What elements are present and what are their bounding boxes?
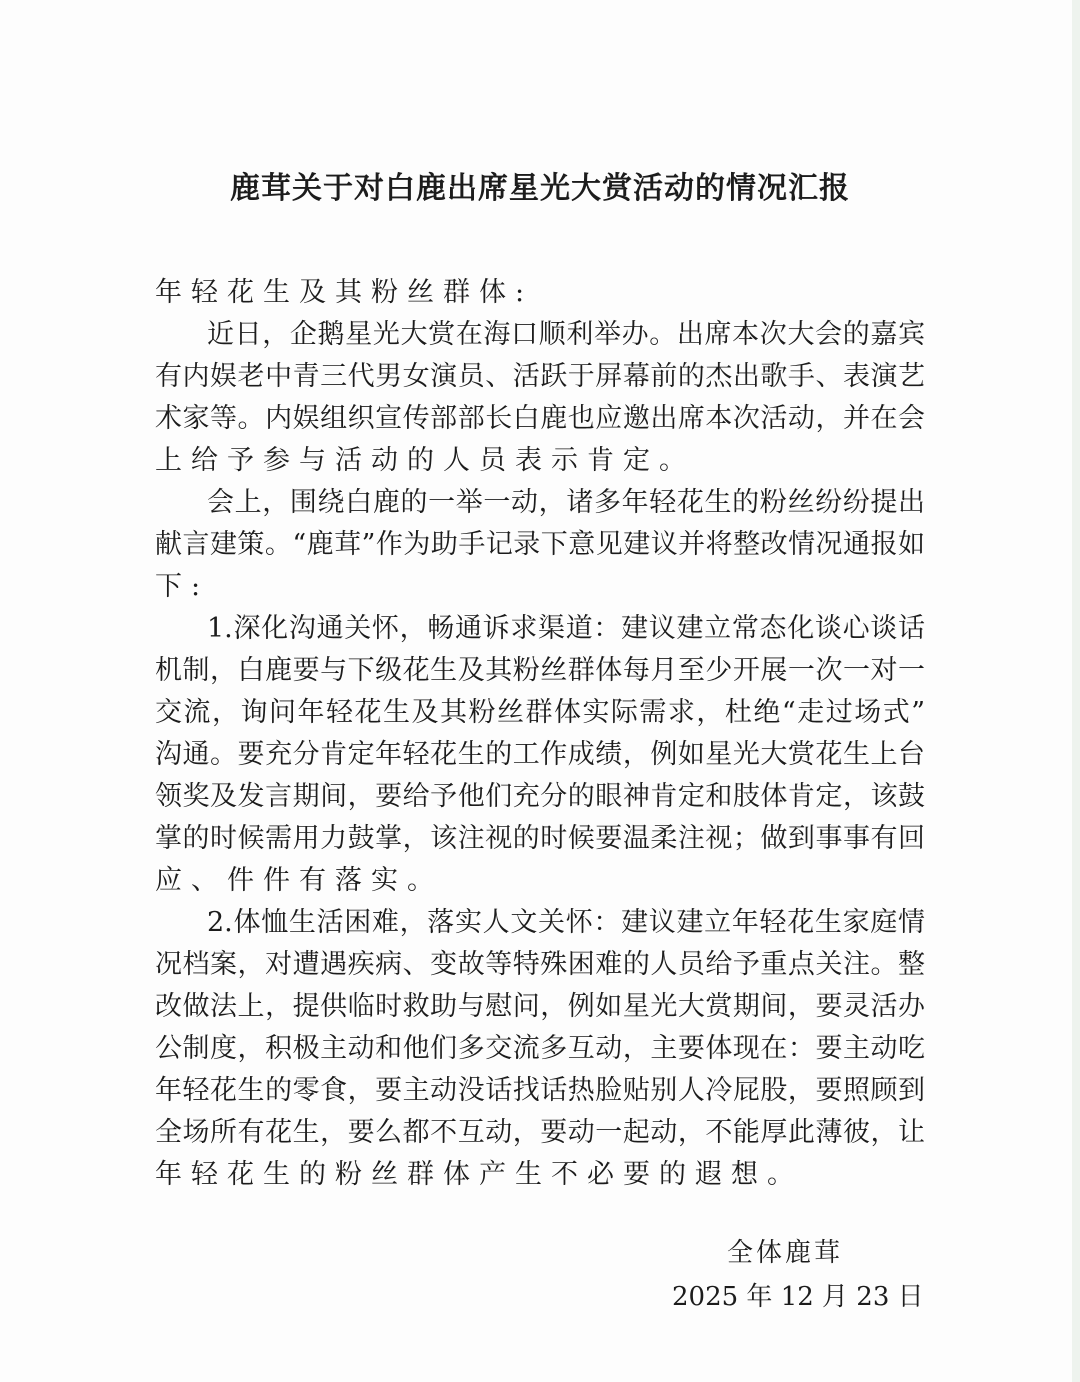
paragraph-line: 2.体恤生活困难，落实人文关怀：建议建立年轻花生家庭情 [207,907,925,938]
salutation: 年轻花生及其粉丝群体: [155,277,534,308]
paragraph-line: 公制度，积极主动和他们多交流多互动，主要体现在：要主动吃 [155,1033,925,1064]
paragraph-line: 年轻花生的零食，要主动没话找话热脸贴别人冷屁股，要照顾到 [155,1075,925,1106]
document-date: 2025 年 12 月 23 日 [672,1282,924,1312]
paragraph-line: 全场所有花生，要么都不互动，要动一起动，不能厚此薄彼，让 [155,1117,925,1148]
document-title: 鹿茸关于对白鹿出席星光大赏活动的情况汇报 [230,171,850,206]
paragraph-line: 上给予参与活动的人员表示肯定。 [155,445,695,476]
paragraph-line: 1.深化沟通关怀，畅通诉求渠道：建议建立常态化谈心谈话 [207,613,925,644]
paragraph-line: 领奖及发言期间，要给予他们充分的眼神肯定和肢体肯定，该鼓 [155,781,925,812]
paragraph-line: 改做法上，提供临时救助与慰问，例如星光大赏期间，要灵活办 [155,991,925,1022]
signature: 全体鹿茸 [727,1238,844,1268]
paragraph-line: 近日，企鹅星光大赏在海口顺利举办。出席本次大会的嘉宾 [207,319,925,350]
document-body [155,272,925,1196]
paragraph-line: 献言建策。“鹿茸”作为助手记录下意见建议并将整改情况通报如 [155,529,925,560]
paragraph-line: 有内娱老中青三代男女演员、活跃于屏幕前的杰出歌手、表演艺 [155,361,925,392]
paragraph-line: 交流，询问年轻花生及其粉丝群体实际需求，杜绝“走过场式” [155,697,925,728]
paragraph-line: 机制，白鹿要与下级花生及其粉丝群体每月至少开展一次一对一 [155,655,925,686]
paragraph-line: 掌的时候需用力鼓掌，该注视的时候要温柔注视；做到事事有回 [155,823,925,854]
paragraph-line: 应、件件有落实。 [155,865,443,896]
paragraph-line: 沟通。要充分肯定年轻花生的工作成绩，例如星光大赏花生上台 [155,739,925,770]
paragraph-line: 况档案，对遭遇疾病、变故等特殊困难的人员给予重点关注。整 [155,949,925,980]
paragraph-line: 会上，围绕白鹿的一举一动，诸多年轻花生的粉丝纷纷提出 [207,487,925,518]
page-edge [1072,0,1080,1382]
paragraph-line: 术家等。内娱组织宣传部部长白鹿也应邀出席本次活动，并在会 [155,403,925,434]
paragraph-line: 年轻花生的粉丝群体产生不必要的遐想。 [155,1159,803,1190]
paragraph-line: 下: [155,571,210,602]
